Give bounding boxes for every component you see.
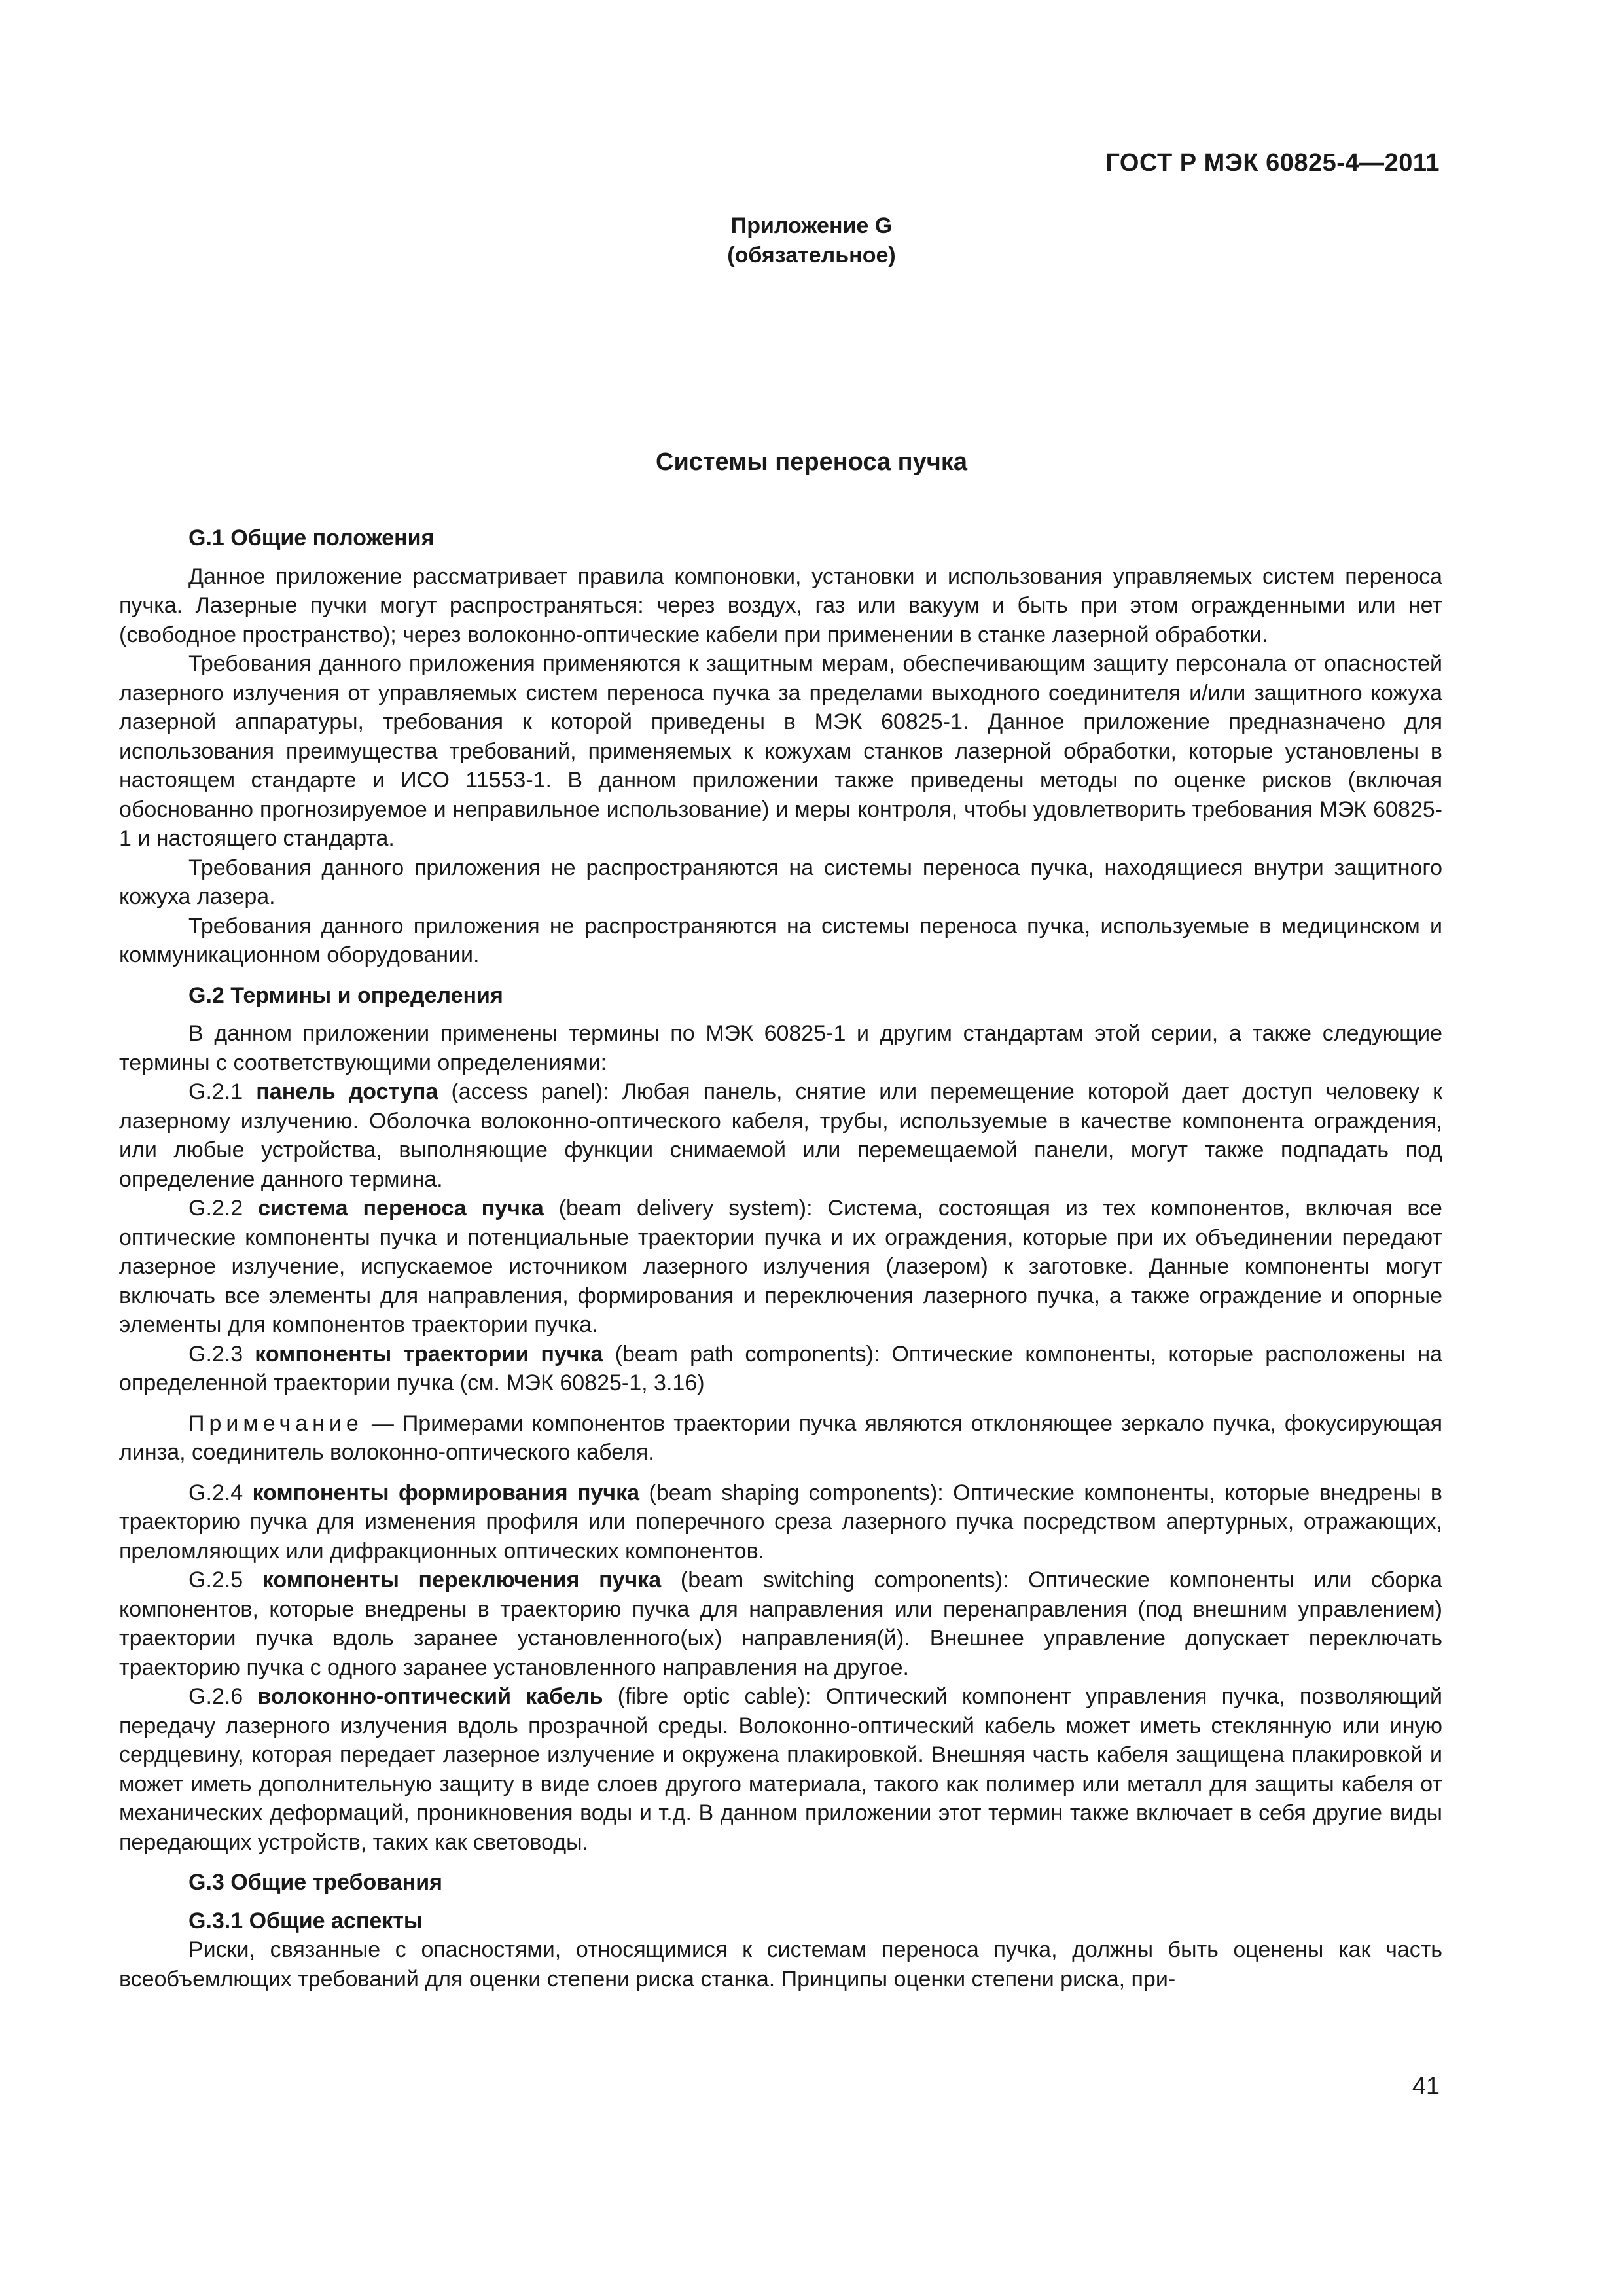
term-number: G.2.2 (188, 1196, 243, 1221)
section-heading-g1: G.1 Общие положения (188, 526, 435, 550)
appendix-label: Приложение G (730, 213, 893, 238)
page-title: Системы переноса пучка (656, 448, 967, 476)
term-english: (fibre optic cable): (617, 1684, 812, 1709)
term-text: Оптический компонент управления пучка, позволяющий передачу лазерного излучения вдоль прозрачной среды. Волоконно-оптический кабель может иметь стеклянную или иную сердцевину, которая передает лазерное излучение и окружена плакировкой. Внешняя часть кабеля защищена плакировкой и может иметь дополнительную защиту в виде слоев другого материала, такого как полимер или металл для защиты кабеля от механических деформаций, проникновения воды и т.д. В данном приложении этот термин также включает в себя другие виды передающих устройств, таких как световоды. (119, 1684, 1442, 1855)
term-name: волоконно-оптический кабель (257, 1684, 603, 1709)
term-text: Система, состоящая из тех компонентов, включая все оптические компоненты пучка и потенциальные траектории пучка и их ограждения, которые при их объединении передают лазерное излучение, испускаемое источником лазерного излучения (лазером) к заготовке. Данные компоненты могут включать все элементы для направления, формирования и переключения лазерного пучка, а также ограждение и опорные элементы для компонентов траектории пучка. (119, 1196, 1442, 1337)
term-text: Оптические компоненты, которые внедрены в траекторию пучка для изменения профиля или поперечного среза лазерного пучка посредством апертурных, отражающих, преломляющих или дифракционных оптических компонентов. (119, 1480, 1442, 1564)
term-name: панель доступа (256, 1079, 438, 1104)
document-header: ГОСТ Р МЭК 60825-4—2011 (1105, 149, 1440, 177)
section-heading-g3: G.3 Общие требования (188, 1870, 442, 1895)
term-name: система переноса пучка (258, 1196, 544, 1221)
document-body (119, 524, 1442, 1994)
term-english: (beam shaping components): (649, 1480, 944, 1505)
term-name: компоненты переключения пучка (262, 1568, 662, 1592)
term-definition (119, 1682, 1442, 1857)
appendix-heading (0, 211, 1623, 270)
term-name: компоненты траектории пучка (255, 1341, 603, 1367)
page-number: 41 (1412, 2073, 1440, 2100)
term-name: компоненты формирования пучка (252, 1480, 640, 1505)
term-number: G.2.6 (188, 1684, 243, 1709)
term-english: (beam path components): (615, 1341, 880, 1367)
section-heading-g2: G.2 Термины и определения (188, 982, 503, 1008)
term-definition (119, 1194, 1442, 1340)
paragraph: Требования данного приложения не распространяются на системы переноса пучка, используемые в медицинском и коммуникационном оборудовании. (119, 913, 1442, 967)
paragraph: В данном приложении применены термины по МЭК 60825-1 и другим стандартам этой серии, а также следующие термины с соответствующими определениями: (119, 1021, 1442, 1075)
term-number: G.2.4 (188, 1480, 243, 1505)
term-definition (119, 1077, 1442, 1194)
term-text: Оптические компоненты или сборка компонентов, которые внедрены в траекторию пучка для направления или перенаправления (под внешним управлением) траектории пучка вдоль заранее установленного(ых) направления(й). Внешнее управление допускает переключать траекторию пучка с одного заранее установленного направления на другое. (119, 1568, 1442, 1680)
term-number: G.2.3 (188, 1341, 243, 1367)
note-label: Примечание (188, 1410, 363, 1436)
term-english: (beam switching components): (680, 1568, 1009, 1592)
term-definition (119, 1479, 1442, 1566)
note-text: — Примерами компонентов траектории пучка являются отклоняющее зеркало пучка, фокусирующая линза, соединитель волоконно-оптического кабеля. (119, 1410, 1442, 1465)
term-text: Любая панель, снятие или перемещение которой дает доступ человеку к лазерному излучению. Оболочка волоконно-оптического кабеля, трубы, используемые в качестве компонента ограждения, или любые устройства, выполняющие функции снимаемой или перемещаемой панели, могут также подпадать под определение данного термина. (119, 1079, 1442, 1192)
paragraph: Требования данного приложения не распространяются на системы переноса пучка, находящиеся внутри защитного кожуха лазера. (119, 855, 1442, 909)
term-number: G.2.5 (188, 1568, 243, 1592)
term-text: Оптические компоненты, которые расположены на определенной траектории пучка (см. МЭК 60825-1, 3.16) (119, 1341, 1443, 1395)
term-english: (beam delivery system): (558, 1196, 813, 1221)
term-definition (119, 1566, 1442, 1682)
paragraph: Данное приложение рассматривает правила компоновки, установки и использования управляемых систем переноса пучка. Лазерные пучки могут распространяться: через воздух, газ или вакуум и быть при этом огражденными или нет (свободное пространство); через волоконно-оптические кабели при применении в станке лазерной обработки. (119, 564, 1442, 647)
appendix-status: (обязательное) (727, 243, 896, 268)
paragraph: Риски, связанные с опасностями, относящимися к системам переноса пучка, должны быть оценены как часть всеобъемлющих требований для оценки степени риска станка. Принципы оценки степени риска, при- (119, 1937, 1442, 1992)
term-english: (access panel): (451, 1079, 609, 1104)
term-definition (119, 1340, 1442, 1398)
term-number: G.2.1 (188, 1079, 243, 1104)
subsection-heading-g3-1: G.3.1 Общие аспекты (188, 1908, 423, 1933)
paragraph: Требования данного приложения применяются к защитным мерам, обеспечивающим защиту персонала от опасностей лазерного излучения от управляемых систем переноса пучка за пределами выходного соединителя и/или защитного кожуха лазерной аппаратуры, требования к которой приведены в МЭК 60825-1. Данное приложение предназначено для использования преимущества требований, применяемых к кожухам станков лазерной обработки, которые установлены в настоящем стандарте и ИСО 11553-1. В данном приложении также приведены методы по оценке рисков (включая обоснованно прогнозируемое и неправильное использование) и меры контроля, чтобы удовлетворить требования МЭК 60825-1 и настоящего стандарта. (119, 651, 1442, 851)
note (119, 1409, 1442, 1467)
